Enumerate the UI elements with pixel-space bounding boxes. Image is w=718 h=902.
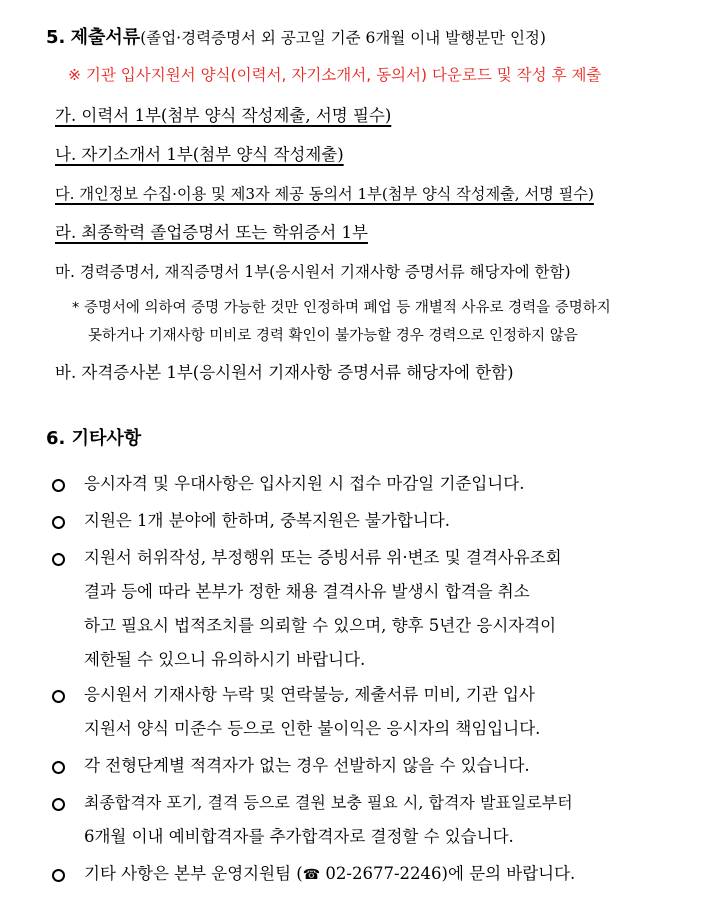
item-diploma: 라. 최종학력 졸업증명서 또는 학위증서 1부 [55,223,368,242]
bullet-circle-icon [52,690,65,703]
section5-subtitle: (졸업·경력증명서 외 공고일 기준 6개월 이내 발행분만 인정) [140,29,546,47]
phone-icon: ☎ [302,867,321,883]
section5-title: 제출서류 [70,27,141,48]
other-item-single-application: 지원은 1개 분야에 한하며, 중복지원은 불가합니다. [84,511,450,530]
bullet-circle-icon [52,553,65,566]
item-privacy-consent: 다. 개인정보 수집·이용 및 제3자 제공 동의서 1부(첨부 양식 작성제출, 서명 필수) [55,185,594,203]
item-resume: 가. 이력서 1부(첨부 양식 작성제출, 서명 필수) [55,106,392,125]
other-item-false-application-l1: 지원서 허위작성, 부정행위 또는 증빙서류 위·변조 및 결격사유조회 [84,548,562,567]
download-notice: ※ 기관 입사지원서 양식(이력서, 자기소개서, 동의서) 다운로드 및 작성 후 제출 [68,66,602,84]
other-item-contact [84,862,575,887]
contact-text-pre: 기타 사항은 본부 운영지원팀 ( [84,864,303,883]
section5-heading [46,26,546,50]
career-note-line1: * 증명서에 의하여 증명 가능한 것만 인정하며 폐업 등 개별적 사유로 경력을 증명하지 [72,300,611,316]
item-license-copy: 바. 자격증사본 1부(응시원서 기재사항 증명서류 해당자에 한함) [55,363,514,382]
other-item-false-application-l4: 제한될 수 있으니 유의하시기 바랍니다. [84,650,366,669]
other-item-responsibility-l2: 지원서 양식 미준수 등으로 인한 불이익은 응시자의 책임입니다. [84,719,541,738]
bullet-circle-icon [52,761,65,774]
other-item-eligibility: 응시자격 및 우대사항은 입사지원 시 접수 마감일 기준입니다. [84,474,525,493]
bullet-circle-icon [52,516,65,529]
other-item-no-qualified: 각 전형단계별 적격자가 없는 경우 선발하지 않을 수 있습니다. [84,756,530,775]
other-item-false-application-l2: 결과 등에 따라 본부가 정한 채용 결격사유 발생시 합격을 취소 [84,582,530,601]
bullet-circle-icon [52,479,65,492]
other-item-responsibility-l1: 응시원서 기재사항 누락 및 연락불능, 제출서류 미비, 기관 입사 [84,685,535,704]
section6-title: 6. 기타사항 [46,428,142,449]
contact-text-post: 02-2677-2246)에 문의 바랍니다. [320,864,576,883]
career-note-line2: 못하거나 기재사항 미비로 경력 확인이 불가능할 경우 경력으로 인정하지 않음 [88,328,578,344]
other-item-reserve-l2: 6개월 이내 예비합격자를 추가합격자로 결정할 수 있습니다. [84,827,514,846]
item-cover-letter: 나. 자기소개서 1부(첨부 양식 작성제출) [55,145,344,164]
other-item-false-application-l3: 하고 필요시 법적조치를 의뢰할 수 있으며, 향후 5년간 응시자격이 [84,616,557,635]
bullet-circle-icon [52,798,65,811]
other-item-reserve-l1: 최종합격자 포기, 결격 등으로 결원 보충 필요 시, 합격자 발표일로부터 [84,793,573,812]
item-career-cert: 마. 경력증명서, 재직증명서 1부(응시원서 기재사항 증명서류 해당자에 한함) [55,263,571,281]
section5-number: 5. [46,27,66,48]
bullet-circle-icon [52,869,65,882]
